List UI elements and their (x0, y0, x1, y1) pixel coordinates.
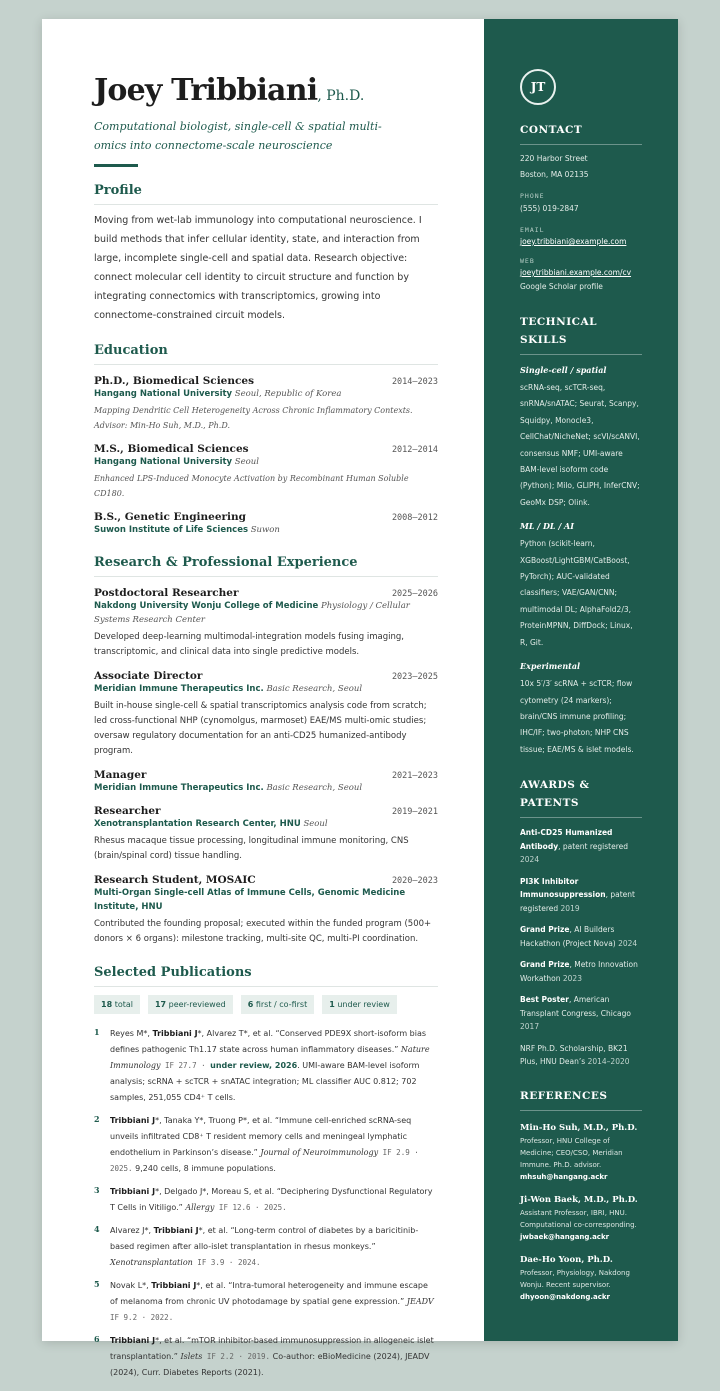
citation-authors-before: Reyes M*, (110, 1029, 153, 1038)
publication-number: 3 (94, 1185, 100, 1195)
job-description: Rhesus macaque tissue processing, longitudinal immune monitoring, CNS (brain/spinal cord) tissue handling. (94, 836, 409, 861)
employer-name: Nakdong University Wonju College of Medicine (94, 601, 319, 611)
experience-entry (94, 874, 438, 947)
entry-dates: 2021–2023 (391, 771, 438, 781)
entry-dates: 2012–2014 (391, 445, 438, 455)
citation-impact-year: IF 12.6 · 2025. (214, 1203, 287, 1212)
entry-dates: 2008–2012 (391, 513, 438, 523)
citation-body: *, Alvarez T*, et al. “Conserved PDE9X short-isoform bias defines pathogenic Th1.17 state across human inflammatory diseases.” (110, 1029, 427, 1054)
employer-line (94, 886, 438, 914)
award-detail: NRF Ph.D. Scholarship, BK21 Plus, HNU Dean’s (520, 1043, 628, 1067)
award-year: 2024 (520, 855, 540, 865)
degree-title: M.S., Biomedical Sciences (94, 443, 249, 455)
entry-dates: 2014–2023 (391, 377, 438, 387)
stat-count: 6 (247, 1000, 254, 1009)
award-list (520, 826, 642, 1069)
degree-title: B.S., Genetic Engineering (94, 511, 247, 523)
publication-number: 5 (94, 1279, 100, 1289)
citation-self-author: Tribbiani J (110, 1116, 156, 1125)
entry-dates: 2025–2026 (391, 589, 438, 599)
reference-title: Professor, HNU College of Medicine; CEO/CSO, Meridian Immune. Ph.D. advisor. (520, 1136, 623, 1169)
entry-header (94, 511, 438, 523)
job-description: Developed deep-learning multimodal-integration models fusing imaging, transcriptomic, and clinical data into single predictive models. (94, 632, 404, 657)
award-item (520, 826, 642, 867)
citation-body: *, et al. “mTOR inhibitor-based immunosuppression in allogeneic islet transplantation.” (110, 1336, 434, 1361)
citation-self-author: Tribbiani J (153, 1226, 199, 1235)
citation-note: 9,240 cells, 8 immune populations. (132, 1164, 276, 1173)
citation-impact-year: IF 2.2 · 2019. (202, 1352, 271, 1361)
thesis-note: Mapping Dendritic Cell Heterogeneity Across Chronic Inflammatory Contexts. Advisor: Min-Ho Suh, M.D., Ph.D. (94, 406, 413, 430)
institution-name: Suwon Institute of Life Sciences (94, 525, 249, 535)
citation-journal: JEADV (406, 1297, 434, 1306)
entry-dates: 2023–2025 (391, 672, 438, 682)
job-description: Built in-house single-cell & spatial transcriptomics analysis code from scratch; led cross-functional NHP (cynomolgus, marmoset) EAE/MS multi-omic studies; oversaw regulatory documentation for an anti-CD25 humanized-antibody program. (94, 701, 427, 756)
job-title: Research Student, MOSAIC (94, 874, 256, 886)
job-title: Postdoctoral Researcher (94, 587, 239, 599)
citation-authors-before: Alvarez J*, (110, 1226, 154, 1235)
publication-number: 2 (94, 1114, 100, 1124)
citation-authors-before: Novak L*, (110, 1281, 152, 1290)
citation-impact-year: IF 2.9 · 2025. (110, 1148, 419, 1173)
publication-citation (110, 1223, 438, 1271)
references-heading: REFERENCES (520, 1087, 642, 1111)
address-line-1: 220 Harbor Street (520, 154, 588, 163)
citation-body: *, et al. “Intra-tumoral heterogeneity and immune escape of melanoma from chronic UV photodamage by spatial gene expression.” (110, 1281, 428, 1306)
email-link[interactable]: joey.tribbiani@example.com (520, 237, 627, 246)
experience-entry (94, 769, 438, 795)
reference-list (520, 1122, 642, 1303)
candidate-name: Joey Tribbiani, Ph.D. (94, 73, 365, 108)
publication-number: 4 (94, 1224, 100, 1234)
citation-journal: Xenotransplantation (110, 1258, 193, 1267)
publication-item (94, 1184, 438, 1216)
resume-page (42, 19, 678, 1377)
award-detail: , patent registered (558, 841, 628, 851)
citation-impact-year: IF 3.9 · 2024. (192, 1258, 261, 1267)
employer-unit: Seoul (303, 819, 328, 829)
skills-heading: TECHNICAL SKILLS (520, 313, 642, 355)
citation-impact-year: IF 27.7 · (160, 1061, 211, 1070)
skills-section (520, 313, 642, 758)
employer-unit: Basic Research, Seoul (266, 783, 363, 793)
publication-item (94, 1278, 438, 1326)
publication-item (94, 1333, 438, 1381)
accent-rule (94, 164, 138, 167)
job-title: Researcher (94, 805, 161, 817)
experience-section (94, 555, 438, 947)
stat-count: 18 (101, 1000, 113, 1009)
award-year: 2024 (618, 938, 638, 948)
citation-impact-year: IF 9.2 · 2022. (110, 1313, 174, 1322)
award-year: 2019 (560, 903, 580, 913)
experience-entry (94, 805, 438, 864)
skill-group-title: ML / DL / AI (520, 521, 574, 532)
phone-number[interactable]: (555) 019-2847 (520, 204, 579, 213)
institution-line (94, 387, 438, 401)
publication-citation (110, 1184, 438, 1216)
citation-journal: Islets (180, 1352, 203, 1361)
employer-line (94, 682, 438, 696)
award-name: PI3K Inhibitor Immunosuppression (520, 876, 606, 900)
contact-section (520, 121, 642, 295)
award-detail: , AI Builders Hackathon (Project Nova) (520, 925, 616, 948)
award-item (520, 875, 642, 916)
citation-body: *, et al. “Long-term control of diabetes by a baricitinib-based regimen after allo-islet transplantation in rhesus monkeys.” (110, 1226, 419, 1251)
citation-self-author: Tribbiani J (151, 1281, 197, 1290)
institution-line (94, 523, 438, 537)
stat-label: first / co-first (255, 1000, 308, 1009)
publication-item (94, 1223, 438, 1271)
institution-line (94, 455, 438, 469)
experience-heading: Research & Professional Experience (94, 555, 438, 577)
employer-line (94, 781, 438, 795)
institution-location: Seoul (234, 457, 259, 467)
employer-unit: Basic Research, Seoul (266, 684, 363, 694)
publication-number: 1 (94, 1027, 100, 1037)
contact-heading: CONTACT (520, 121, 642, 145)
phone-label: PHONE (520, 192, 545, 200)
entry-header (94, 805, 438, 817)
reference-email[interactable]: dhyoon@nakdong.ackr (520, 1292, 610, 1301)
publication-citation (110, 1113, 438, 1177)
award-detail: , patent registered (520, 890, 635, 913)
award-name: Anti-CD25 Humanized Antibody (520, 828, 613, 851)
publications-section (94, 965, 438, 1381)
award-item (520, 1042, 642, 1069)
employer-name: Meridian Immune Therapeutics Inc. (94, 783, 264, 793)
skill-group-list: scRNA-seq, scTCR-seq, snRNA/snATAC; Seurat, Scanpy, Squidpy, Monocle3, CellChat/NicheNet; scVI/scANVI, consensus NMF; UMI-aware BAM-level isoform code (Python); Milo, GLIPH, InferCNV; GeoMx DSP; Olink. (520, 383, 640, 507)
website-link[interactable]: joeytribbiani.example.com/cv (520, 268, 632, 277)
institution-location: Suwon (250, 525, 280, 535)
reference-name: Ji-Won Baek, M.D., Ph.D. (520, 1194, 638, 1205)
publication-citation (110, 1026, 438, 1106)
award-name: Grand Prize (520, 925, 570, 935)
references-section (520, 1087, 642, 1303)
award-detail: , Metro Innovation Workathon (520, 960, 638, 983)
awards-heading: AWARDS & PATENTS (520, 776, 642, 818)
citation-status: under review, 2026 (210, 1061, 298, 1070)
main-column (42, 19, 484, 1377)
publication-item (94, 1113, 438, 1177)
entry-header (94, 587, 438, 599)
thesis-note: Enhanced LPS-Induced Monocyte Activation by Recombinant Human Soluble CD180. (94, 474, 409, 498)
reference-title: Assistant Professor, IBRI, HNU. Computational co-corresponding. (520, 1208, 637, 1229)
employer-line (94, 817, 438, 831)
skill-groups (520, 364, 642, 758)
employer-name: Multi-Organ Single-cell Atlas of Immune Cells, Genomic Medicine Institute, HNU (94, 888, 406, 912)
institution-name: Hangang National University (94, 457, 233, 467)
scholar-link[interactable]: Google Scholar profile (520, 282, 603, 291)
skill-group-list: 10x 5′/3′ scRNA + scTCR; flow cytometry (24 markers); brain/CNS immune profiling; IHC/IF; two-photon; NHP CNS tissue; EAE/MS & islet models. (520, 679, 634, 754)
profile-text: Moving from wet-lab immunology into computational neuroscience. I build methods that infer cellular identity, state, and interaction from large, incomplete single-cell and spatial data. Research objective: connect molecular cell identity to circuit structure and function by integrating connectomics with transcriptomics, growing into connectome-constrained circuit models. (94, 215, 422, 321)
reference-name: Min-Ho Suh, M.D., Ph.D. (520, 1122, 638, 1133)
award-year: 2014–2020 (587, 1057, 630, 1067)
job-description: Contributed the founding proposal; executed within the funded program (500+ donors × 6 organs): milestone tracking, multi-site QC, multi-PI coordination. (94, 919, 432, 944)
award-detail: , American Transplant Congress, Chicago (520, 995, 631, 1018)
employer-line (94, 599, 438, 627)
skill-group-list: Python (scikit-learn, XGBoost/LightGBM/CatBoost, PyTorch); AUC-validated classifiers; VAE/GAN/CNN; multimodal DL; AlphaFold2/3, ProteinMPNN, DiffDock; Linux, R, Git. (520, 539, 633, 647)
reference-email[interactable]: mhsuh@hangang.ackr (520, 1172, 608, 1181)
employer-name: Meridian Immune Therapeutics Inc. (94, 684, 264, 694)
profile-section (94, 183, 438, 325)
publication-citation (110, 1278, 438, 1326)
profile-heading: Profile (94, 183, 438, 205)
stat-label: peer-reviewed (168, 1000, 226, 1009)
stat-count: 1 (329, 1000, 335, 1009)
award-item (520, 958, 642, 985)
job-title: Manager (94, 769, 147, 781)
stat-label: under review (337, 1000, 390, 1009)
award-name: Best Poster (520, 995, 569, 1005)
publication-list (94, 1026, 438, 1381)
citation-journal: Nature Immunology (110, 1045, 430, 1070)
entry-dates: 2020–2023 (391, 876, 438, 886)
employer-name: Xenotransplantation Research Center, HNU (94, 819, 301, 829)
citation-journal: Journal of Neuroimmunology (260, 1148, 379, 1157)
education-entry (94, 443, 438, 501)
reference-item (520, 1122, 642, 1183)
reference-email[interactable]: jwbaek@hangang.ackr (520, 1232, 610, 1241)
stat-count: 17 (154, 1000, 167, 1009)
sidebar (484, 19, 678, 1341)
education-entry (94, 375, 438, 433)
citation-note: Co-author: eBioMedicine (2024), JEADV (2024), Curr. Diabetes Reports (2021). (110, 1352, 430, 1377)
credential: , Ph.D. (317, 88, 365, 104)
monogram-badge: JT (520, 69, 556, 105)
employer-unit: Physiology / Cellular Systems Research Center (94, 601, 410, 625)
publication-stats (94, 995, 438, 1014)
education-section (94, 343, 438, 537)
publications-heading: Selected Publications (94, 965, 438, 987)
stat-chip (148, 995, 233, 1014)
citation-body: *, Tanaka Y*, Truong P*, et al. “Immune cell-enriched scRNA-seq unveils infiltrated CD8⁺ T resident memory cells and meningeal lymphatic endothelium in Parkinson’s disease.” (110, 1116, 412, 1157)
publication-item (94, 1026, 438, 1106)
skill-group-title: Single-cell / spatial (520, 365, 607, 375)
citation-body: *, Delgado J*, Moreau S, et al. “Deciphering Dysfunctional Regulatory T Cells in Vitiligo.” (110, 1187, 433, 1212)
citation-self-author: Tribbiani J (152, 1029, 198, 1038)
citation-self-author: Tribbiani J (110, 1336, 156, 1345)
job-title: Associate Director (94, 670, 203, 682)
entry-header (94, 769, 438, 781)
experience-list (94, 587, 438, 947)
institution-location: Seoul, Republic of Korea (234, 389, 342, 399)
entry-dates: 2019–2021 (391, 807, 438, 817)
publication-number: 6 (94, 1334, 100, 1344)
web-label: WEB (520, 257, 535, 265)
award-year: 2023 (562, 973, 582, 983)
publication-citation (110, 1333, 438, 1381)
degree-title: Ph.D., Biomedical Sciences (94, 375, 254, 387)
award-name: Grand Prize (520, 960, 570, 970)
citation-journal: Allergy (185, 1203, 215, 1212)
award-item (520, 993, 642, 1034)
stat-chip (241, 995, 315, 1014)
email-label: EMAIL (520, 226, 545, 234)
education-list (94, 375, 438, 537)
experience-entry (94, 587, 438, 660)
stat-label: total (114, 1000, 133, 1009)
citation-note: . UMI-aware BAM-level isoform analysis; scRNA + scTCR + snATAC integration; ML classifier AUC 0.812; 702 samples, 251,055 CD4⁺ T cells. (110, 1061, 420, 1102)
institution-name: Hangang National University (94, 389, 233, 399)
reference-item (520, 1254, 642, 1303)
experience-entry (94, 670, 438, 759)
award-item (520, 923, 642, 950)
citation-self-author: Tribbiani J (110, 1187, 156, 1196)
reference-item (520, 1194, 642, 1243)
address-line-2: Boston, MA 02135 (520, 170, 589, 179)
entry-header (94, 375, 438, 387)
skill-group-title: Experimental (520, 661, 581, 672)
education-entry (94, 511, 438, 537)
reference-name: Dae-Ho Yoon, Ph.D. (520, 1254, 613, 1265)
entry-header (94, 670, 438, 682)
stat-chip (94, 995, 140, 1014)
award-year: 2017 (520, 1022, 540, 1032)
entry-header (94, 443, 438, 455)
awards-section (520, 776, 642, 1069)
stat-chip (322, 995, 397, 1014)
education-heading: Education (94, 343, 438, 365)
entry-header (94, 874, 438, 886)
reference-title: Professor, Physiology, Nakdong Wonju. Recent supervisor. (520, 1268, 630, 1289)
tagline: Computational biologist, single-cell & spatial multi-omics into connectome-scale neuroscience (94, 120, 382, 152)
